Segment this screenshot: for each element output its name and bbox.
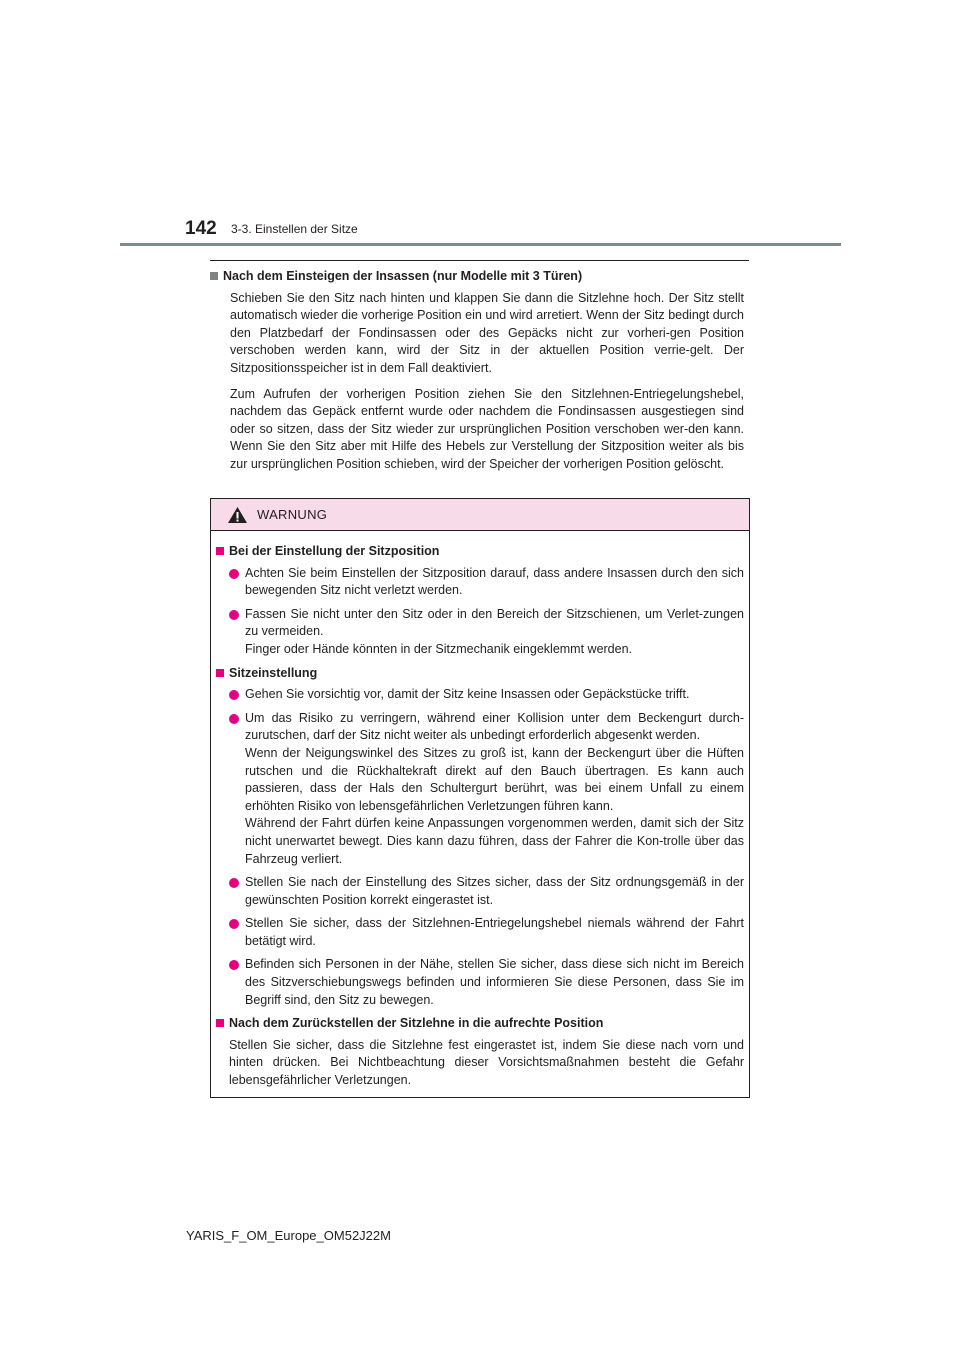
bullet-dot-icon (229, 960, 239, 970)
list-item: Gehen Sie vorsichtig vor, damit der Sitz keine Insassen oder Gepäckstücke trifft. (216, 686, 744, 704)
bullet-dot-icon (229, 878, 239, 888)
bullet-dot-icon (229, 690, 239, 700)
warning-body (216, 543, 744, 1090)
list-item: Befinden sich Personen in der Nähe, stellen Sie sicher, dass diese sich nicht im Bereich des Sitzverschiebungswegs befinden und informieren Sie diese Personen, dass Sie im Begriff sind, den Sitz zu bewegen. (216, 956, 744, 1009)
bullet-dot-icon (229, 919, 239, 929)
list-item: Um das Risiko zu verringern, während einer Kollision unter dem Beckengurt durch-zurutschen, darf der Sitz nicht weiter als unbedingt erforderlich abgesenkt werden. Wenn der Neigungswinkel des Sitzes zu groß ist, kann der Beckengurt über die Hüften rutschen und die Rückhaltekraft direkt auf den Bauch übertragen. Es kann auch passieren, dass der Hals den Schultergurt berührt, was bei einem Unfall zu einem erhöhten Risiko von lebensgefährlichen Verletzungen führen kann. Während der Fahrt dürfen keine Anpassungen vorgenommen werden, damit sich der Sitz nicht unerwartet bewegt. Dies kann dazu führen, dass der Fahrer die Kon-trolle über das Fahrzeug verliert. (216, 710, 744, 868)
list-item: Achten Sie beim Einstellen der Sitzposition darauf, dass andere Insassen durch den sich bewegenden Sitz nicht verletzt werden. (216, 565, 744, 600)
list-item: Stellen Sie sicher, dass der Sitzlehnen-Entriegelungshebel niemals während der Fahrt betätigt wird. (216, 915, 744, 950)
document-code: YARIS_F_OM_Europe_OM52J22M (186, 1228, 391, 1243)
warning-title: WARNUNG (257, 507, 328, 522)
bullet-dot-icon (229, 569, 239, 579)
warning-triangle-icon (227, 506, 248, 524)
page-number: 142 (185, 218, 217, 239)
section-heading: Nach dem Einsteigen der Insassen (nur Modelle mit 3 Türen) (223, 269, 583, 283)
warning-heading: Nach dem Zurückstellen der Sitzlehne in die aufrechte Position (229, 1016, 604, 1031)
bullet-dot-icon (229, 714, 239, 724)
warning-header (211, 499, 749, 531)
section-title: 3-3. Einstellen der Sitze (231, 222, 358, 236)
paragraph: Schieben Sie den Sitz nach hinten und klappen Sie dann die Sitzlehne hoch. Der Sitz stellt automatisch wieder die vorherige Position ein und wird arretiert. Wenn der Sitz bedingt durch den Platzbedarf der Fondinsassen oder des Gepäcks nicht zur vorheri-gen Position verschoben werden kann, wird der Sitz in der aktuellen Position verrie-gelt. Der Sitzpositionsspeicher ist in dem Fall deaktiviert. (230, 290, 744, 375)
list-item: Fassen Sie nicht unter den Sitz oder in den Bereich der Sitzschienen, um Verlet-zungen zu vermeiden. Finger oder Hände könnten in der Sitzmechanik eingeklemmt werden. (216, 606, 744, 659)
square-bullet-icon (216, 1019, 224, 1027)
list-item: Stellen Sie nach der Einstellung des Sitzes sicher, dass der Sitz ordnungsgemäß in der gewünschten Position korrekt eingerastet ist. (216, 874, 744, 909)
paragraph: Zum Aufrufen der vorherigen Position ziehen Sie den Sitzlehnen-Entriegelungshebel, nachdem das Gepäck entfernt wurde oder nachdem die Fondinsassen ausgestiegen sind oder so sitzen, dass der Sitz wieder zur ursprünglichen Position verschoben wer-den kann. Wenn Sie den Sitz aber mit Hilfe des Hebels zur Verstellung der Sitzposition weiter als bis zur ursprünglichen Position schieben, wird der Speicher der vorherigen Position gelöscht. (230, 386, 744, 471)
warning-box (210, 498, 750, 1098)
header-rule (120, 243, 841, 246)
square-bullet-icon (216, 547, 224, 555)
warning-paragraph: Stellen Sie sicher, dass die Sitzlehne fest eingerastet ist, indem Sie diese nach vorn und hinten drücken. Bei Nichtbeachtung dieser Vorsichtsmaßnahmen besteht die Gefahr lebensgefährlicher Verletzungen. (229, 1037, 744, 1088)
square-bullet-icon (210, 272, 218, 280)
warning-heading: Bei der Einstellung der Sitzposition (229, 544, 440, 558)
warning-heading: Sitzeinstellung (229, 665, 318, 680)
content-rule (210, 260, 749, 261)
bullet-dot-icon (229, 610, 239, 620)
section-nach-dem-einsteigen (210, 268, 744, 482)
square-bullet-icon (216, 669, 224, 677)
